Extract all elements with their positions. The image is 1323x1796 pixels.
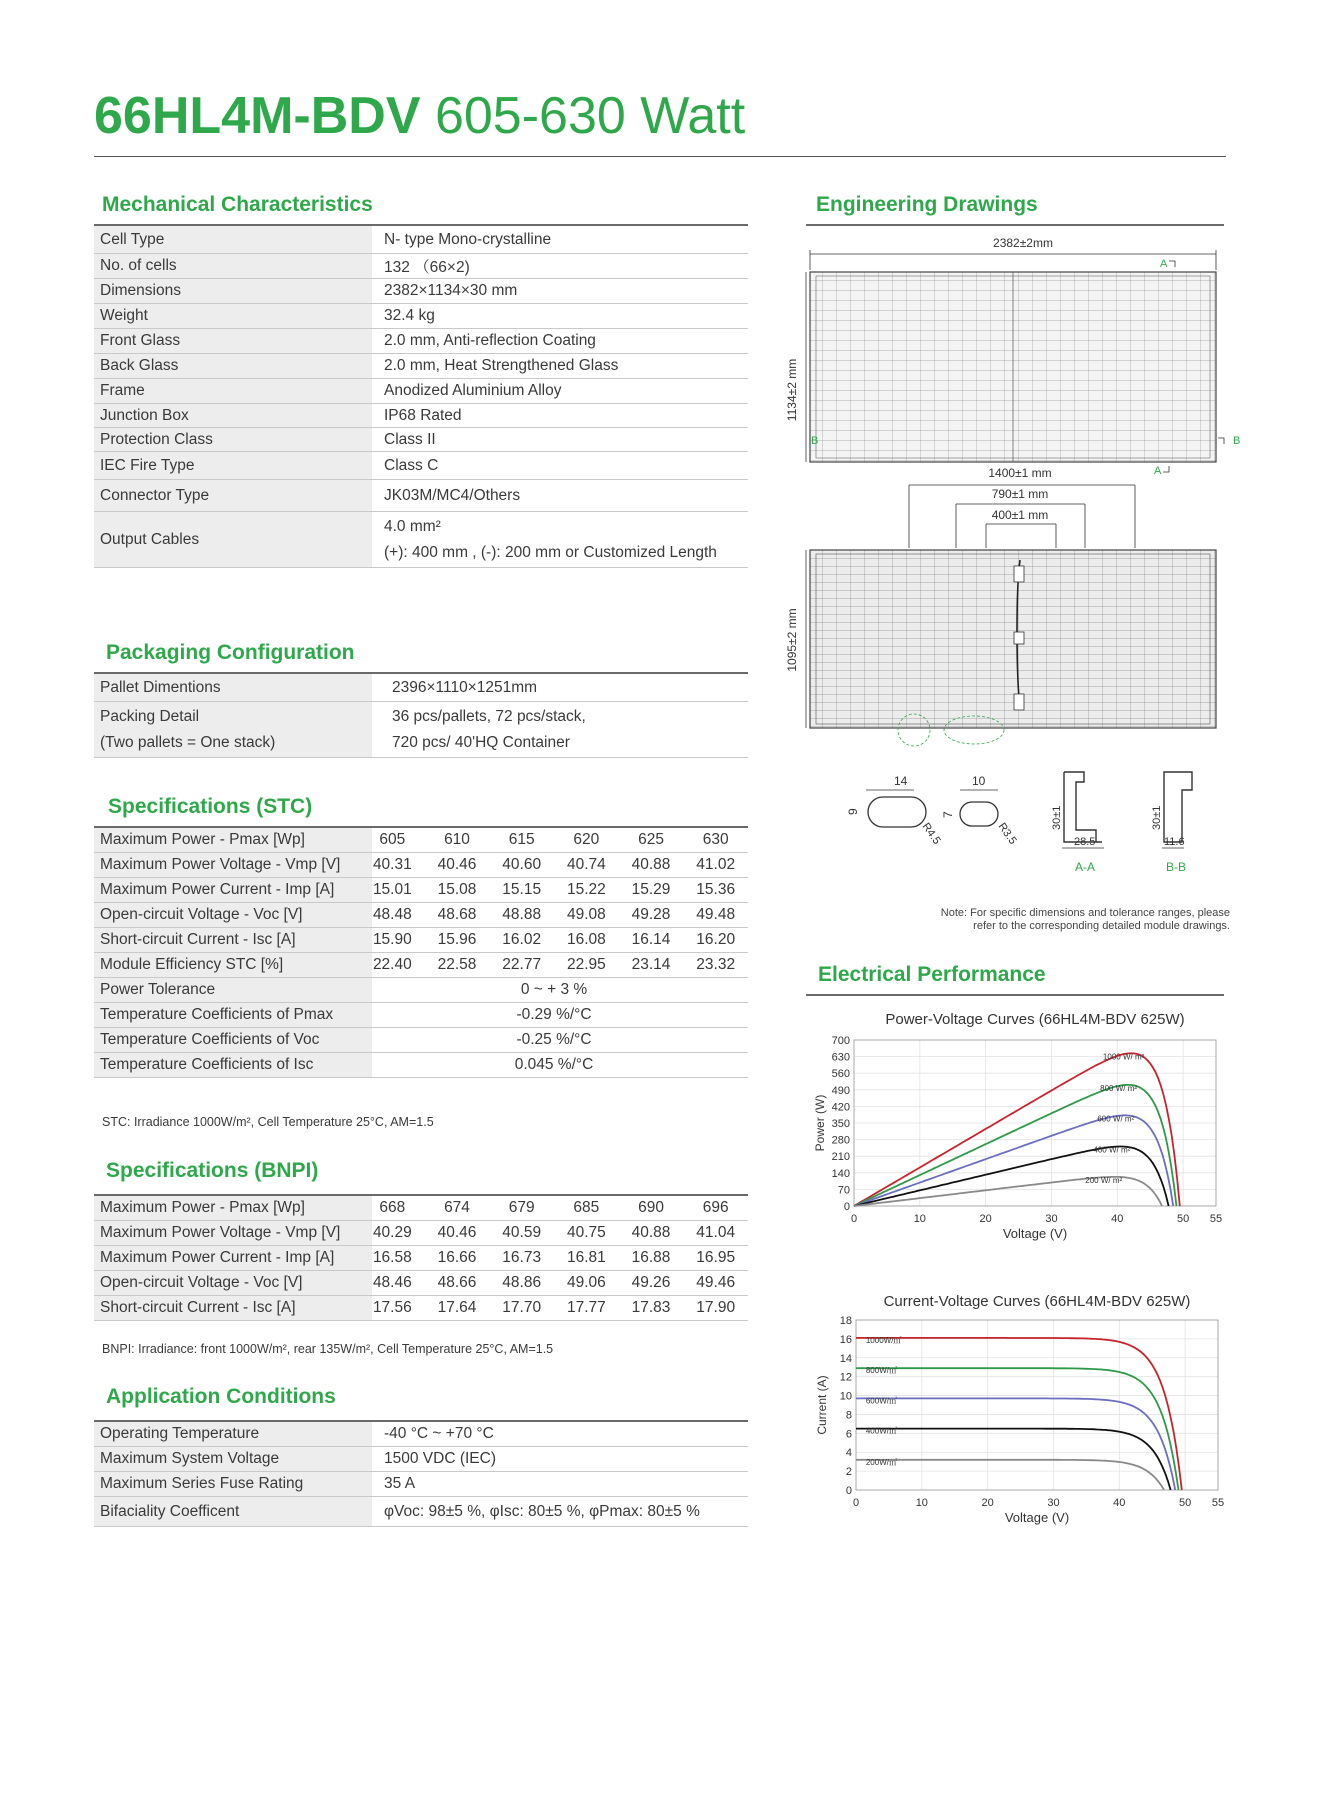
junction-box-bottom xyxy=(1014,694,1024,710)
stc-cell: 625 xyxy=(638,831,664,848)
stc-cell: 22.95 xyxy=(566,956,606,973)
x-tick-label: 10 xyxy=(913,1213,926,1225)
x-tick-label: 0 xyxy=(852,1497,860,1509)
bnpi-cell: 16.95 xyxy=(696,1249,736,1266)
series-label: 200W/㎡ xyxy=(865,1457,897,1467)
y-tick-label: 6 xyxy=(845,1428,852,1441)
mechanical-value: 2.0 mm, Anti-reflection Coating xyxy=(384,332,596,349)
dim-holes-3-label: 400±1 mm xyxy=(991,508,1049,522)
packing-value xyxy=(392,702,748,757)
model-name: 66HL4M-BDV xyxy=(94,87,421,145)
stc-cell: 40.46 xyxy=(437,856,477,873)
mechanical-value: 2.0 mm, Heat Strengthened Glass xyxy=(384,357,619,374)
stc-cell: 22.58 xyxy=(437,956,477,973)
stc-row xyxy=(94,928,748,953)
dim-holes-1-label: 1400±1 mm xyxy=(988,466,1052,480)
packing-value-line1: 36 pcs/pallets, 72 pcs/stack, xyxy=(392,707,586,725)
stc-cell: 15.15 xyxy=(502,881,542,898)
bnpi-cell: 685 xyxy=(573,1199,600,1216)
mechanical-row xyxy=(94,480,748,512)
application-row xyxy=(94,1472,748,1497)
y-tick-label: 8 xyxy=(845,1409,852,1422)
bnpi-values xyxy=(360,1296,748,1320)
bnpi-values xyxy=(360,1271,748,1295)
series-label: 1000W/㎡ xyxy=(865,1335,902,1345)
bnpi-cell: 49.46 xyxy=(696,1274,736,1291)
application-heading: Application Conditions xyxy=(106,1385,336,1408)
application-value: -40 °C ~ +70 °C xyxy=(384,1425,494,1442)
stc-cell: 15.22 xyxy=(566,881,606,898)
application-value: 1500 VDC (IEC) xyxy=(384,1450,496,1467)
mechanical-label: Dimensions xyxy=(94,279,372,303)
y-tick-label: 630 xyxy=(831,1051,850,1064)
mechanical-value: 132 （66×2) xyxy=(384,259,470,276)
profile-bb-width-label: 11.6 xyxy=(1164,836,1185,848)
stc-cell: 15.01 xyxy=(372,881,412,898)
section-a-bottom-arrow xyxy=(1163,466,1169,472)
x-tick-label: 50 xyxy=(1176,1213,1190,1225)
stc-cell: 40.31 xyxy=(372,856,412,873)
bnpi-row xyxy=(94,1221,748,1246)
mechanical-label: Cell Type xyxy=(94,226,372,253)
mechanical-label: Frame xyxy=(94,379,372,403)
bnpi-cell: 17.77 xyxy=(566,1299,606,1316)
stc-cell: 16.20 xyxy=(696,931,736,948)
mechanical-label: No. of cells xyxy=(94,254,372,278)
series-line xyxy=(856,1398,1175,1490)
bnpi-cell: 696 xyxy=(702,1199,729,1216)
bnpi-cell: 16.66 xyxy=(437,1249,477,1266)
mechanical-value: Anodized Aluminium Alloy xyxy=(384,382,562,399)
stc-cell: 40.88 xyxy=(631,856,671,873)
bnpi-label: Open-circuit Voltage - Voc [V] xyxy=(94,1271,372,1295)
stc-wide-row xyxy=(94,1053,748,1078)
mechanical-label: Connector Type xyxy=(94,480,372,511)
mechanical-label: Back Glass xyxy=(94,354,372,378)
drawing-note-line2: refer to the corresponding detailed module drawings. xyxy=(973,920,1230,932)
engineering-heading: Engineering Drawings xyxy=(816,193,1038,216)
mechanical-label: Protection Class xyxy=(94,428,372,451)
section-a-bottom: A xyxy=(1154,465,1162,477)
profile-bb-shape xyxy=(1164,772,1192,842)
stc-cell: 48.88 xyxy=(502,906,542,923)
iv-chart xyxy=(806,1290,1236,1550)
application-row xyxy=(94,1422,748,1447)
stc-cell: 22.40 xyxy=(372,956,412,973)
stc-cell: 48.68 xyxy=(437,906,477,923)
slot1-height-label: 9 xyxy=(846,808,860,815)
mechanical-row xyxy=(94,354,748,379)
y-axis-label: Current (A) xyxy=(815,1375,829,1435)
stc-cell: 16.08 xyxy=(566,931,606,948)
bnpi-label: Maximum Power Current - Imp [A] xyxy=(94,1246,372,1270)
junction-box-top xyxy=(1014,566,1024,582)
x-tick-label: 10 xyxy=(915,1497,928,1509)
y-tick-label: 18 xyxy=(839,1315,852,1327)
bnpi-cell: 48.46 xyxy=(372,1274,412,1291)
packing-row xyxy=(94,702,748,758)
stc-values xyxy=(360,828,748,852)
bnpi-cell: 49.26 xyxy=(631,1274,671,1291)
stc-wide-row xyxy=(94,1028,748,1053)
stc-values xyxy=(360,853,748,877)
y-tick-label: 4 xyxy=(845,1447,852,1460)
bnpi-cell: 40.59 xyxy=(502,1224,542,1241)
bnpi-cell: 17.64 xyxy=(437,1299,477,1316)
profile-aa-shape xyxy=(1064,772,1102,842)
bnpi-cell: 17.70 xyxy=(502,1299,542,1316)
bnpi-cell: 17.83 xyxy=(631,1299,671,1316)
section-b-left: B xyxy=(811,435,819,447)
wattage-range: 605-630 Watt xyxy=(434,87,746,145)
y-tick-label: 140 xyxy=(831,1167,850,1180)
stc-values xyxy=(360,928,748,952)
profile-aa-height-label: 30±1 xyxy=(1051,805,1063,830)
mechanical-value: IP68 Rated xyxy=(384,406,462,424)
section-b-right: B xyxy=(1233,435,1240,447)
mechanical-label: IEC Fire Type xyxy=(94,452,372,479)
series-label: 600 W/ m² xyxy=(1097,1114,1135,1124)
series-label: 600W/㎡ xyxy=(865,1396,897,1406)
stc-cell: 620 xyxy=(573,831,600,848)
output-cables-value-line1: 4.0 mm² xyxy=(384,517,441,535)
stc-cell: 41.02 xyxy=(696,856,736,873)
series-label: 400W/㎡ xyxy=(865,1426,897,1436)
pallet-row xyxy=(94,674,748,702)
y-axis-label: Power (W) xyxy=(813,1094,827,1152)
profile-bb-label: B-B xyxy=(1166,860,1187,874)
engineering-drawing xyxy=(780,230,1240,950)
bnpi-values xyxy=(360,1221,748,1245)
stc-wide-value: -0.25 %/°C xyxy=(516,1031,592,1048)
mechanical-value: Class C xyxy=(384,456,439,474)
stc-label: Module Efficiency STC [%] xyxy=(94,953,372,977)
stc-wide-row xyxy=(94,1003,748,1028)
profile-aa-width-label: 28.5 xyxy=(1074,836,1096,848)
plot-frame xyxy=(856,1320,1218,1490)
stc-values xyxy=(360,878,748,902)
bnpi-cell: 49.06 xyxy=(566,1274,606,1291)
stc-values xyxy=(360,903,748,927)
packing-value-line2: 720 pcs/ 40'HQ Container xyxy=(392,733,570,751)
stc-cell: 40.60 xyxy=(502,856,542,873)
mechanical-row xyxy=(94,379,748,404)
stc-wide-value: 0 ~ + 3 % xyxy=(520,981,588,998)
application-label: Operating Temperature xyxy=(94,1422,372,1446)
x-axis-label: Voltage (V) xyxy=(1002,1226,1068,1241)
bnpi-values xyxy=(360,1196,748,1220)
stc-note: STC: Irradiance 1000W/m², Cell Temperature 25°C, AM=1.5 xyxy=(102,1115,434,1129)
slot1-width-label: 14 xyxy=(894,774,908,788)
x-tick-label: 30 xyxy=(1047,1497,1060,1509)
stc-cell: 40.74 xyxy=(566,856,606,873)
stc-cell: 23.32 xyxy=(696,956,736,973)
section-a-top-arrow xyxy=(1169,261,1175,267)
series-label: 400 W/ m² xyxy=(1093,1145,1131,1155)
x-tick-label: 55 xyxy=(1209,1213,1223,1225)
stc-heading: Specifications (STC) xyxy=(108,795,313,818)
stc-cell: 23.14 xyxy=(631,956,671,973)
bnpi-cell: 17.56 xyxy=(372,1299,412,1316)
application-label: Maximum System Voltage xyxy=(94,1447,372,1471)
y-tick-label: 560 xyxy=(831,1068,850,1081)
mechanical-row xyxy=(94,404,748,428)
series-label: 800W/㎡ xyxy=(865,1366,897,1376)
slot2-width-label: 10 xyxy=(972,774,986,788)
series-label: 1000 W/ m² xyxy=(1102,1052,1145,1062)
series-line xyxy=(856,1457,1164,1490)
stc-cell: 49.28 xyxy=(631,906,671,923)
stc-cell: 15.90 xyxy=(372,931,412,948)
x-tick-label: 20 xyxy=(981,1497,994,1509)
bnpi-values xyxy=(360,1246,748,1270)
x-tick-label: 20 xyxy=(979,1213,992,1225)
x-axis-label: Voltage (V) xyxy=(1004,1510,1070,1525)
bnpi-cell: 41.04 xyxy=(696,1224,736,1241)
mechanical-row xyxy=(94,329,748,354)
y-tick-label: 0 xyxy=(845,1485,852,1497)
bnpi-cell: 690 xyxy=(638,1199,664,1216)
stc-wide-label: Temperature Coefficients of Isc xyxy=(94,1053,372,1077)
x-tick-label: 40 xyxy=(1113,1497,1126,1509)
y-tick-label: 210 xyxy=(831,1151,850,1164)
bnpi-row xyxy=(94,1196,748,1221)
x-tick-label: 40 xyxy=(1111,1213,1124,1225)
stc-wide-row xyxy=(94,978,748,1003)
bnpi-row xyxy=(94,1296,748,1321)
x-tick-label: 50 xyxy=(1178,1497,1192,1509)
mechanical-label: Front Glass xyxy=(94,329,372,353)
mechanical-row xyxy=(94,279,748,304)
y-tick-label: 16 xyxy=(839,1333,852,1346)
stc-cell: 15.36 xyxy=(696,881,736,898)
bnpi-note: BNPI: Irradiance: front 1000W/m², rear 135W/m², Cell Temperature 25°C, AM=1.5 xyxy=(102,1342,554,1356)
stc-row xyxy=(94,878,748,903)
slot2-radius-label: R3.5 xyxy=(995,820,1019,847)
stc-cell: 605 xyxy=(379,831,406,848)
section-b-right-arrow xyxy=(1218,438,1224,444)
x-tick-label: 55 xyxy=(1211,1497,1225,1509)
bnpi-cell: 40.75 xyxy=(566,1224,606,1241)
bnpi-cell: 40.29 xyxy=(372,1224,412,1241)
dim-back-width-label: 1095±2 mm xyxy=(785,608,799,672)
pallet-value: 2396×1110×1251mm xyxy=(392,678,538,696)
dim-length-label: 2382±2mm xyxy=(993,236,1053,250)
dim-width-label: 1134±2 mm xyxy=(785,358,799,422)
y-tick-label: 700 xyxy=(831,1035,850,1047)
bnpi-label: Maximum Power - Pmax [Wp] xyxy=(94,1196,372,1220)
pallet-label: Pallet Dimentions xyxy=(94,674,372,701)
stc-cell: 49.08 xyxy=(566,906,606,923)
series-label: 200 W/ m² xyxy=(1085,1175,1123,1185)
mechanical-value: 2382×1134×30 mm xyxy=(384,282,518,299)
series-line xyxy=(856,1335,1182,1490)
y-tick-label: 0 xyxy=(843,1201,850,1213)
bnpi-row xyxy=(94,1246,748,1271)
y-tick-label: 14 xyxy=(839,1352,852,1365)
bnpi-cell: 16.81 xyxy=(566,1249,606,1266)
packaging-heading: Packaging Configuration xyxy=(106,641,355,664)
stc-label: Maximum Power Voltage - Vmp [V] xyxy=(94,853,372,877)
stc-cell: 49.48 xyxy=(696,906,736,923)
mechanical-heading: Mechanical Characteristics xyxy=(102,193,373,216)
stc-cell: 48.48 xyxy=(372,906,412,923)
output-cables-value-line2: (+): 400 mm , (-): 200 mm or Customized Length xyxy=(384,543,717,561)
mechanical-row xyxy=(94,254,748,279)
slot1-shape xyxy=(868,797,926,827)
bnpi-cell: 16.73 xyxy=(502,1249,542,1266)
stc-wide-label: Power Tolerance xyxy=(94,978,372,1002)
title-divider xyxy=(94,156,1226,157)
stc-cell: 16.14 xyxy=(631,931,671,948)
bnpi-cell: 674 xyxy=(444,1199,470,1216)
bnpi-label: Short-circuit Current - Isc [A] xyxy=(94,1296,372,1320)
y-tick-label: 2 xyxy=(845,1466,852,1479)
stc-wide-value: -0.29 %/°C xyxy=(516,1006,592,1023)
packing-label-line2: (Two pallets = One stack) xyxy=(100,733,276,751)
application-value: φVoc: 98±5 %, φIsc: 80±5 %, φPmax: 80±5 % xyxy=(384,1502,700,1520)
application-label: Maximum Series Fuse Rating xyxy=(94,1472,372,1496)
pv-chart xyxy=(806,1008,1236,1258)
stc-label: Maximum Power Current - Imp [A] xyxy=(94,878,372,902)
bnpi-cell: 40.88 xyxy=(631,1224,671,1241)
application-value: 35 A xyxy=(384,1475,416,1492)
mechanical-value: JK03M/MC4/Others xyxy=(384,486,521,504)
electrical-heading-rule xyxy=(806,994,1224,996)
stc-cell: 22.77 xyxy=(502,956,542,973)
stc-values xyxy=(360,953,748,977)
bnpi-row xyxy=(94,1271,748,1296)
bnpi-cell: 668 xyxy=(379,1199,406,1216)
mechanical-row xyxy=(94,304,748,329)
bnpi-cell: 679 xyxy=(508,1199,535,1216)
stc-row xyxy=(94,828,748,853)
mechanical-row xyxy=(94,226,748,254)
stc-cell: 610 xyxy=(444,831,470,848)
y-tick-label: 420 xyxy=(831,1101,850,1114)
profile-aa-label: A-A xyxy=(1075,860,1096,874)
y-tick-label: 10 xyxy=(839,1390,852,1403)
stc-wide-value: 0.045 %/°C xyxy=(514,1056,594,1073)
chart-title: Power-Voltage Curves (66HL4M-BDV 625W) xyxy=(885,1011,1185,1028)
y-tick-label: 490 xyxy=(831,1084,850,1097)
mechanical-value: N- type Mono-crystalline xyxy=(384,230,552,248)
stc-cell: 615 xyxy=(508,831,535,848)
output-cables-value xyxy=(384,512,748,567)
section-a-top: A xyxy=(1160,258,1168,270)
bnpi-cell: 16.88 xyxy=(631,1249,671,1266)
chart-title: Current-Voltage Curves (66HL4M-BDV 625W) xyxy=(883,1293,1191,1310)
application-row xyxy=(94,1447,748,1472)
mechanical-value: 32.4 kg xyxy=(384,307,435,324)
mechanical-row xyxy=(94,452,748,480)
series-label: 800 W/ m² xyxy=(1100,1083,1138,1093)
stc-cell: 15.08 xyxy=(437,881,477,898)
electrical-heading: Electrical Performance xyxy=(818,963,1046,986)
stc-label: Maximum Power - Pmax [Wp] xyxy=(94,828,372,852)
bnpi-cell: 48.86 xyxy=(502,1274,542,1291)
y-tick-label: 70 xyxy=(837,1184,850,1197)
bnpi-cell: 48.66 xyxy=(437,1274,477,1291)
stc-wide-label: Temperature Coefficients of Pmax xyxy=(94,1003,372,1027)
stc-label: Open-circuit Voltage - Voc [V] xyxy=(94,903,372,927)
back-panel xyxy=(810,550,1216,728)
slot2-shape xyxy=(960,802,998,826)
mechanical-label: Weight xyxy=(94,304,372,328)
dim-holes-2-label: 790±1 mm xyxy=(991,487,1049,501)
slot1-radius-label: R4.5 xyxy=(919,820,943,847)
bnpi-label: Maximum Power Voltage - Vmp [V] xyxy=(94,1221,372,1245)
x-tick-label: 0 xyxy=(850,1213,858,1225)
series-line xyxy=(854,1115,1173,1206)
junction-box-middle xyxy=(1014,632,1024,644)
y-tick-label: 350 xyxy=(831,1118,850,1130)
bnpi-cell: 17.90 xyxy=(696,1299,736,1316)
stc-row xyxy=(94,903,748,928)
stc-label: Short-circuit Current - Isc [A] xyxy=(94,928,372,952)
page-title xyxy=(94,84,745,148)
packing-label xyxy=(94,702,372,757)
engineering-heading-rule xyxy=(806,224,1224,226)
mechanical-value: Class II xyxy=(384,430,436,448)
stc-wide-label: Temperature Coefficients of Voc xyxy=(94,1028,372,1052)
profile-bb-height-label: 30±1 xyxy=(1151,805,1163,830)
bnpi-cell: 40.46 xyxy=(437,1224,477,1241)
y-tick-label: 12 xyxy=(839,1371,852,1384)
mechanical-label: Junction Box xyxy=(94,404,372,427)
packing-label-line1: Packing Detail xyxy=(100,707,200,725)
stc-cell: 16.02 xyxy=(502,931,542,948)
application-row xyxy=(94,1497,748,1527)
y-tick-label: 280 xyxy=(831,1134,850,1147)
drawing-note-line1: Note: For specific dimensions and tolerance ranges, please xyxy=(940,907,1230,919)
application-label: Bifaciality Coefficent xyxy=(94,1497,372,1526)
stc-row xyxy=(94,853,748,878)
mechanical-row xyxy=(94,428,748,452)
stc-cell: 15.96 xyxy=(437,931,477,948)
stc-cell: 630 xyxy=(702,831,729,848)
output-cables-label: Output Cables xyxy=(94,512,372,567)
x-tick-label: 30 xyxy=(1045,1213,1058,1225)
stc-cell: 15.29 xyxy=(631,881,671,898)
bnpi-heading: Specifications (BNPI) xyxy=(106,1159,319,1182)
slot2-height-label: 7 xyxy=(941,811,955,818)
output-cables-row xyxy=(94,512,748,568)
bnpi-cell: 16.58 xyxy=(372,1249,412,1266)
stc-row xyxy=(94,953,748,978)
